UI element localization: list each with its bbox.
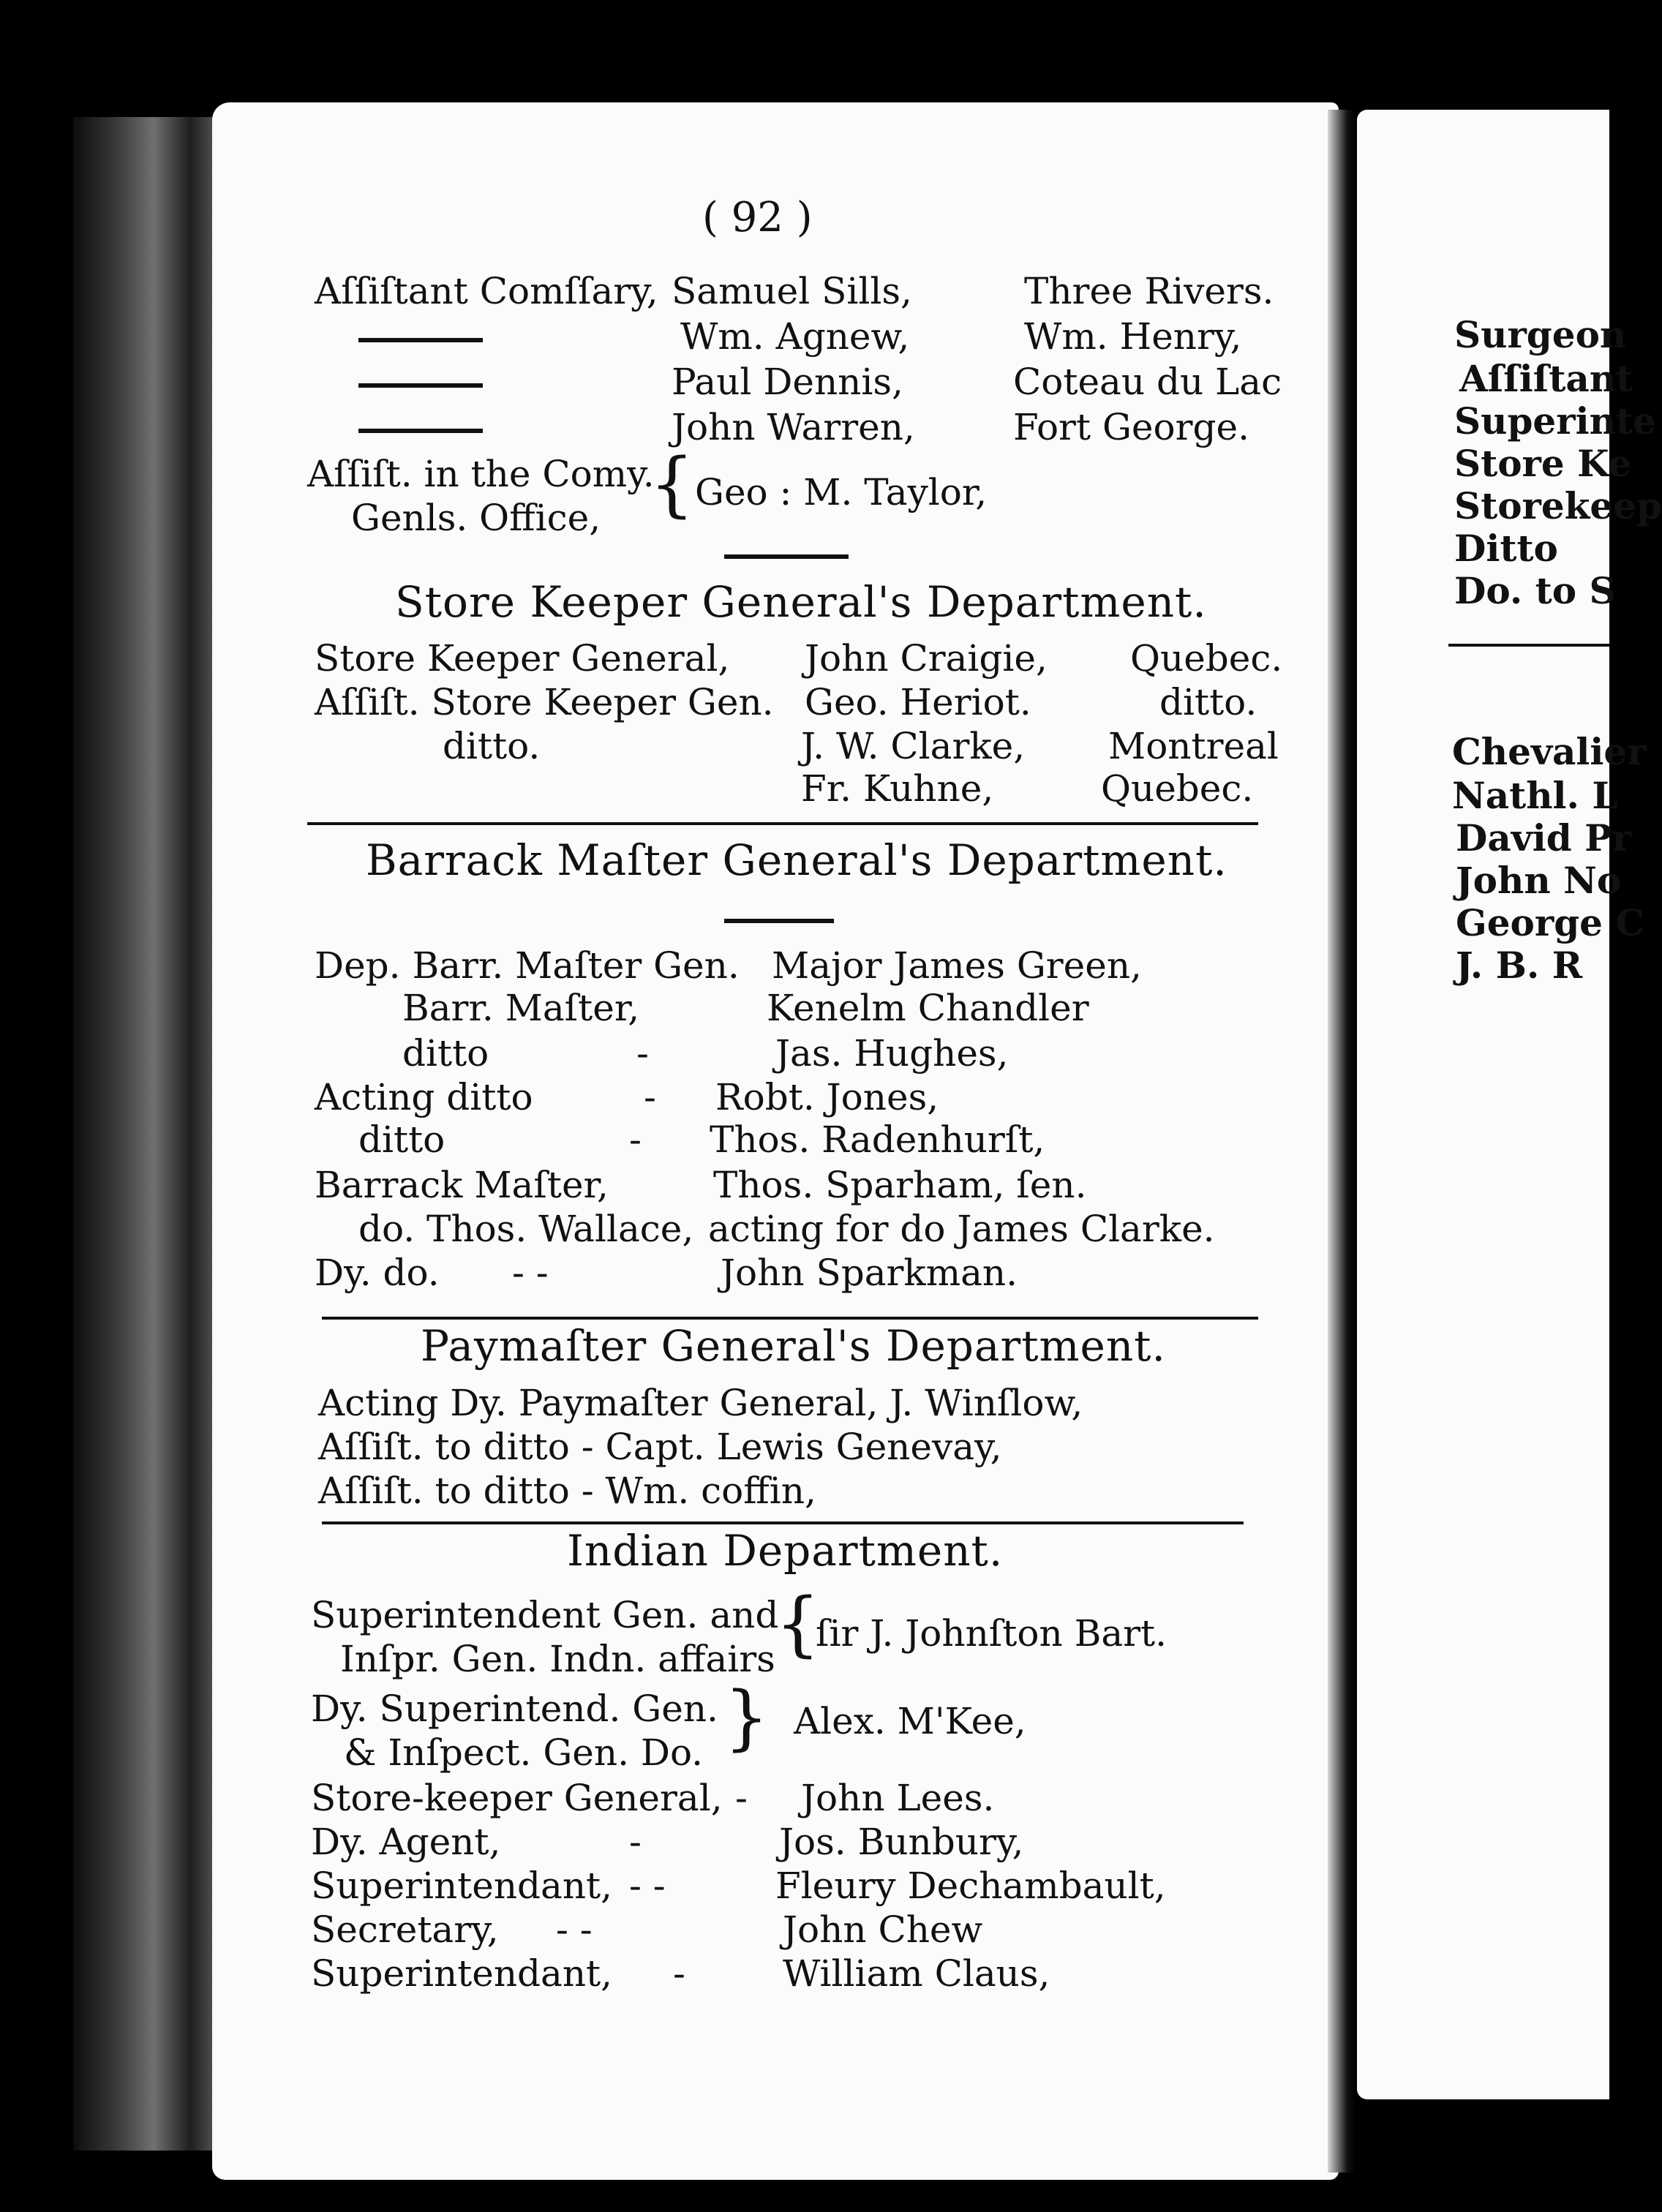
indian-name: Fleury Dechambault, — [775, 1865, 1166, 1907]
indian-name: Alex. M'Kee, — [794, 1700, 1026, 1742]
heading-underline — [724, 919, 834, 923]
barrack-name: Thos. Sparham, ſen. — [713, 1164, 1087, 1206]
indian-name: William Claus, — [783, 1952, 1050, 1995]
commissary-name: Paul Dennis, — [672, 361, 903, 403]
barrack-name: Thos. Radenhurſt, — [710, 1118, 1045, 1161]
barrack-title: Dep. Barr. Maſter Gen. — [315, 944, 740, 987]
barrack-name: Major James Green, — [772, 944, 1142, 987]
commissary-place: Coteau du Lac — [1013, 361, 1282, 403]
storekeeper-place: Quebec. — [1101, 767, 1254, 810]
indian-title: & Inſpect. Gen. Do. — [344, 1731, 704, 1774]
section-heading: Paymaſter General's Department. — [421, 1321, 1166, 1371]
section-heading: Barrack Maſter General's Department. — [366, 835, 1227, 885]
storekeeper-name: Fr. Kuhne, — [801, 767, 994, 810]
barrack-title: Barrack Maſter, — [315, 1164, 609, 1206]
barrack-title: Barr. Maſter, — [402, 987, 640, 1029]
dash: - — [673, 1952, 685, 1995]
indian-title: Superintendant, — [311, 1865, 613, 1907]
barrack-title: do. Thos. Wallace, — [358, 1208, 694, 1250]
section-divider — [322, 1521, 1244, 1524]
office-name: Geo : M. Taylor, — [695, 471, 988, 514]
section-divider — [322, 1317, 1258, 1320]
storekeeper-place: ditto. — [1159, 681, 1257, 723]
indian-title: Superintendant, — [311, 1952, 613, 1995]
dash: - — [629, 1821, 642, 1863]
barrack-title: ditto — [402, 1032, 489, 1075]
facing-line: Aſſiſtant — [1459, 357, 1633, 400]
facing-line: Chevalier — [1452, 730, 1647, 773]
indian-title: Store-keeper General, — [311, 1777, 723, 1819]
barrack-name: acting for do James Clarke. — [708, 1208, 1215, 1250]
dash: - - — [556, 1908, 593, 1951]
office-line-1: Aſſiſt. in the Comy. — [307, 453, 655, 495]
dash: - — [629, 1118, 642, 1161]
section-heading: Indian Department. — [567, 1526, 1004, 1576]
paymaster-row: Aſſiſt. to ditto - Capt. Lewis Genevay, — [318, 1426, 1002, 1468]
storekeeper-name: Geo. Heriot. — [805, 681, 1031, 723]
barrack-title: Dy. do. — [315, 1252, 440, 1294]
storekeeper-place: Montreal — [1108, 725, 1279, 767]
section-heading: Store Keeper General's Department. — [395, 577, 1207, 627]
facing-line: Storekeep — [1454, 484, 1662, 527]
facing-line: Surgeon — [1454, 313, 1627, 356]
storekeeper-name: John Craigie, — [805, 637, 1048, 680]
facing-line: David Pr — [1456, 816, 1632, 859]
dash: - — [644, 1076, 656, 1118]
barrack-title: ditto — [358, 1118, 445, 1161]
paymaster-row: Acting Dy. Paymaſter General, J. Winſlow, — [318, 1382, 1083, 1424]
indian-title: Dy. Superintend. Gen. — [311, 1688, 718, 1730]
facing-divider — [1448, 644, 1609, 647]
office-line-2: Genls. Office, — [351, 497, 601, 539]
dash: - - — [629, 1865, 666, 1907]
brace: { — [650, 443, 695, 525]
paymaster-row: Aſſiſt. to ditto - Wm. coffin, — [318, 1470, 816, 1512]
book-gutter — [1328, 110, 1355, 2172]
indian-name: ſir J. Johnſton Bart. — [816, 1612, 1167, 1655]
facing-line: John No — [1456, 859, 1622, 902]
ditto-dash — [358, 383, 483, 388]
commissary-name: Samuel Sills, — [672, 270, 912, 312]
page-number: ( 92 ) — [702, 194, 813, 241]
commissary-place: Three Rivers. — [1024, 270, 1274, 312]
storekeeper-name: J. W. Clarke, — [801, 725, 1026, 767]
indian-title: Inſpr. Gen. Indn. affairs — [340, 1638, 775, 1680]
brace: } — [724, 1677, 770, 1758]
commissary-place: Fort George. — [1013, 406, 1249, 448]
barrack-name: Kenelm Chandler — [767, 987, 1089, 1029]
brace: { — [775, 1583, 821, 1665]
ditto-dash — [358, 429, 483, 433]
storekeeper-title: ditto. — [443, 725, 541, 767]
dash: - — [735, 1777, 748, 1819]
facing-line: J. B. R — [1456, 944, 1583, 987]
section-divider — [307, 822, 1258, 825]
indian-name: Jos. Bunbury, — [779, 1821, 1024, 1863]
storekeeper-title: Store Keeper General, — [315, 637, 730, 680]
barrack-name: Jas. Hughes, — [775, 1032, 1009, 1075]
dash: - — [636, 1032, 649, 1075]
dash: - - — [512, 1252, 549, 1294]
indian-name: John Chew — [783, 1908, 983, 1951]
facing-line: Nathl. L — [1452, 774, 1618, 817]
ditto-dash — [358, 338, 483, 342]
commissary-name: Wm. Agnew, — [680, 315, 910, 358]
commissary-name: John Warren, — [672, 406, 915, 448]
barrack-title: Acting ditto — [315, 1076, 533, 1118]
barrack-name: John Sparkman. — [721, 1252, 1018, 1294]
facing-line: Ditto — [1454, 527, 1558, 570]
facing-line: Do. to S — [1454, 569, 1616, 612]
storekeeper-place: Quebec. — [1130, 637, 1283, 680]
commissary-place: Wm. Henry, — [1024, 315, 1242, 358]
indian-title: Secretary, — [311, 1908, 499, 1951]
facing-line: Superinte — [1454, 399, 1656, 443]
facing-line: George C — [1456, 901, 1645, 944]
facing-line: Store Ke — [1454, 442, 1632, 485]
indian-name: John Lees. — [801, 1777, 995, 1819]
storekeeper-title: Aſſiſt. Store Keeper Gen. — [315, 681, 774, 723]
book-page-edges — [73, 117, 219, 2151]
indian-title: Dy. Agent, — [311, 1821, 501, 1863]
section-divider — [724, 554, 849, 559]
commissary-title: Aſſiſtant Comſſary, — [315, 270, 658, 312]
indian-title: Superintendent Gen. and — [311, 1594, 779, 1636]
barrack-name: Robt. Jones, — [715, 1076, 939, 1118]
